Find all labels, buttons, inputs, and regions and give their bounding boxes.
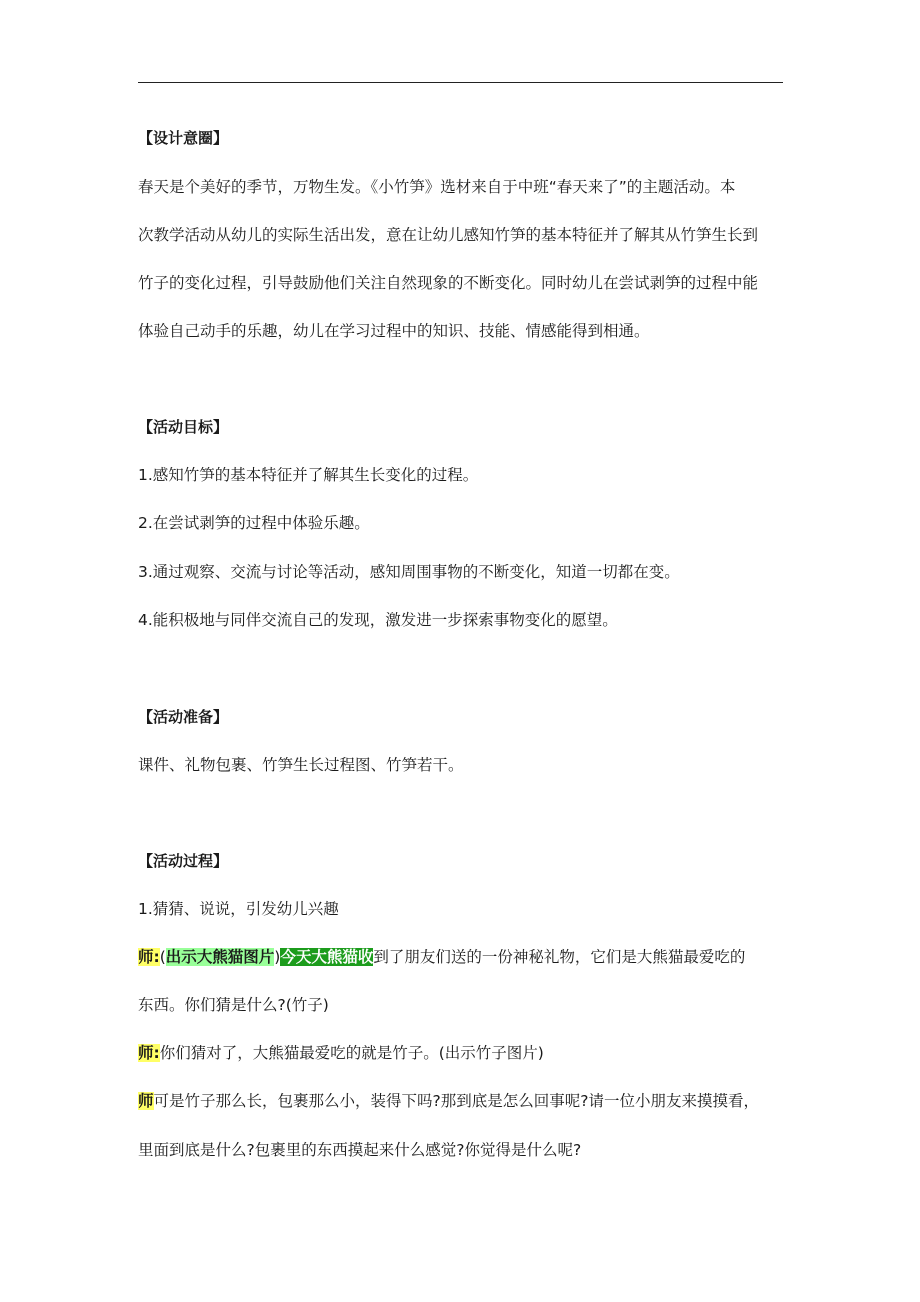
highlight-panda-received: 今天大熊猫收 — [280, 948, 374, 966]
goal-item-2: 2.在尝试剥笋的过程中体验乐趣。 — [138, 514, 370, 532]
preparation-text: 课件、礼物包裹、竹笋生长过程图、竹笋若干。 — [138, 756, 464, 774]
design-intent-line-2: 次教学活动从幼儿的实际生活出发，意在让幼儿感知竹笋的基本特征并了解其从竹笋生长到 — [138, 226, 759, 244]
design-intent-line-3: 竹子的变化过程，引导鼓励他们关注自然现象的不断变化。同时幼儿在尝试剥笋的过程中能 — [138, 274, 759, 292]
dialogue-2 — [138, 1042, 544, 1064]
heading-preparation: 【活动准备】 — [138, 708, 229, 726]
dialogue-1-text: 到了朋友们送的一份神秘礼物，它们是大熊猫最爱吃的 — [373, 948, 746, 966]
goal-item-1: 1.感知竹笋的基本特征并了解其生长变化的过程。 — [138, 466, 479, 484]
goal-item-4: 4.能积极地与同伴交流自己的发现，激发进一步探索事物变化的愿望。 — [138, 611, 618, 629]
highlight-show-panda: 出示大熊猫图片 — [165, 948, 275, 966]
heading-design-intent: 【设计意圈】 — [138, 129, 229, 147]
paren-close: ) — [274, 948, 281, 966]
header-rule — [138, 82, 783, 83]
dialogue-3-line-2: 里面到底是什么?包裹里的东西摸起来什么感觉?你觉得是什么呢? — [138, 1141, 582, 1159]
dialogue-2-text: 你们猜对了，大熊猫最爱吃的就是竹子。(出示竹子图片) — [159, 1044, 544, 1062]
dialogue-3-text: 可是竹子那么长，包裹那么小，装得下吗?那到底是怎么回事呢?请一位小朋友来摸摸看， — [153, 1092, 759, 1110]
design-intent-line-1: 春天是个美好的季节，万物生发。《小竹笋》选材来自于中班“春天来了”的主题活动。本 — [138, 178, 736, 196]
dialogue-1 — [138, 946, 745, 968]
speaker-label: 师 — [138, 1092, 154, 1110]
paren-open: ( — [159, 948, 166, 966]
goal-item-3: 3.通过观察、交流与讨论等活动，感知周围事物的不断变化，知道一切都在变。 — [138, 563, 680, 581]
dialogue-3 — [138, 1090, 759, 1112]
process-step-1: 1.猜猜、说说，引发幼儿兴趣 — [138, 900, 339, 918]
heading-goals: 【活动目标】 — [138, 418, 229, 436]
heading-process: 【活动过程】 — [138, 852, 229, 870]
speaker-label: 师: — [138, 948, 160, 966]
design-intent-line-4: 体验自己动手的乐趣，幼儿在学习过程中的知识、技能、情感能得到相通。 — [138, 322, 650, 340]
dialogue-1-line-2: 东西。你们猜是什么?(竹子) — [138, 996, 329, 1014]
speaker-label: 师: — [138, 1044, 160, 1062]
